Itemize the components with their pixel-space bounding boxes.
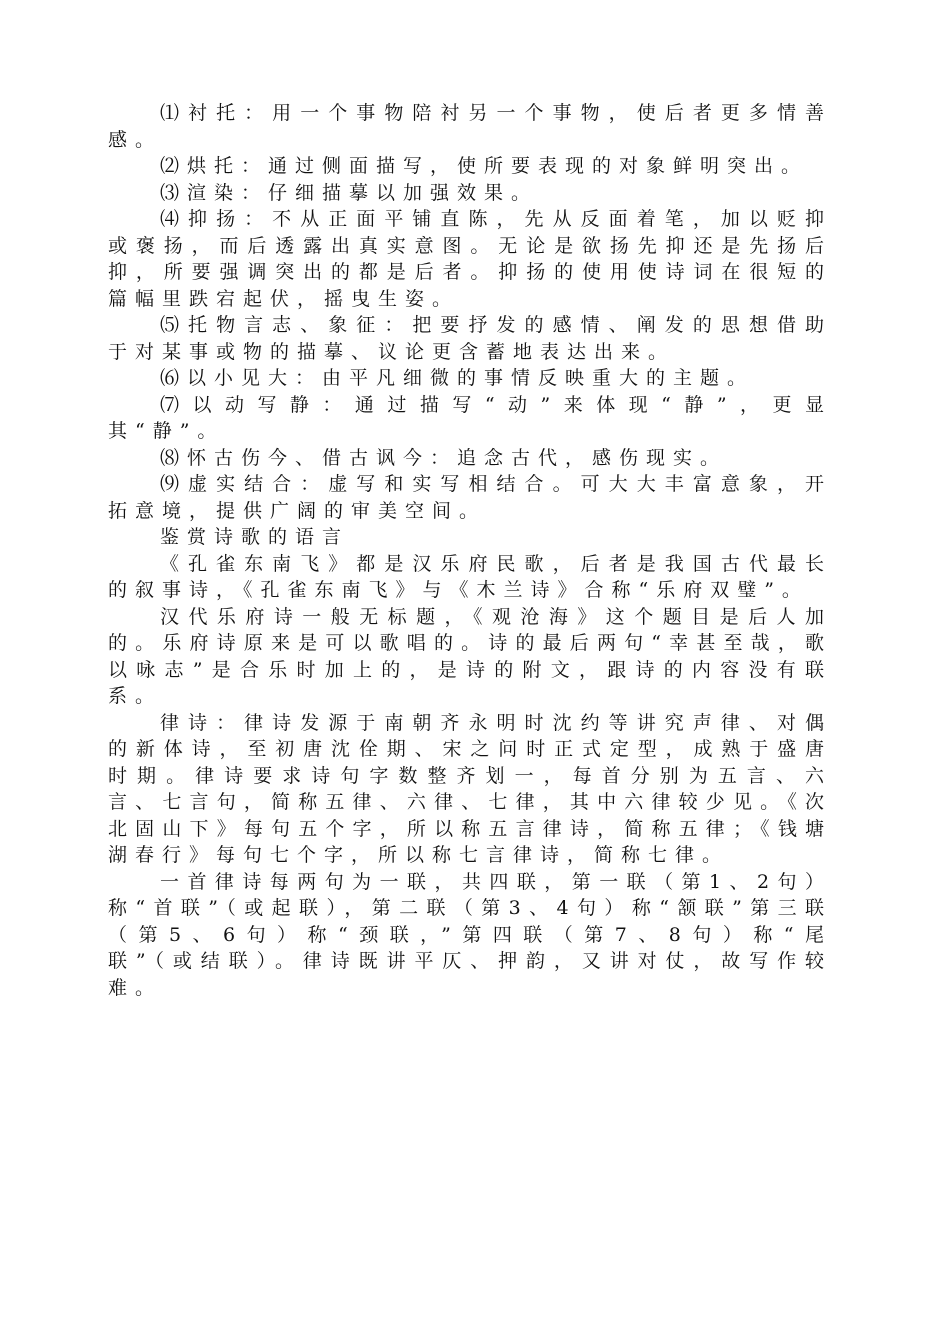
document-body [108, 100, 832, 1001]
technique-real-imaginary: ⑼虚实结合：虚写和实写相结合。可大大丰富意象，开拓意境，提供广阔的审美空间。 [108, 473, 832, 522]
technique-restraint-praise: ⑷抑扬：不从正面平铺直陈，先从反面着笔，加以贬抑或褒扬，而后透露出真实意图。无论是欲扬先抑还是先扬后抑，所要强调突出的都是后者。抑扬的使用使诗词在很短的篇幅里跌宕起伏，摇曳生姿。 [108, 208, 832, 310]
paragraph-regulated-verse: 律诗：律诗发源于南朝齐永明时沈约等讲究声律、对偶的新体诗，至初唐沈佺期、宋之问时正式定型，成熟于盛唐时期。律诗要求诗句字数整齐划一，每首分别为五言、六言、七言句，简称五律、六律、七律，其中六律较少见。《次北固山下》每句五个字，所以称五言律诗，简称五律；《钱塘湖春行》每句七个字，所以称七言律诗，简称七律。 [108, 711, 832, 866]
paragraph-couplets: 一首律诗每两句为一联，共四联，第一联（第1、2句）称“首联”（或起联），第二联（第3、4句）称“颔联”第三联（第5、6句）称“颈联，”第四联（第7、8句）称“尾联”（或结联）。律诗既讲平仄、押韵，又讲对仗，故写作较难。 [108, 870, 832, 999]
section-heading: 鉴赏诗歌的语言 [160, 526, 350, 548]
technique-symbolism: ⑸托物言志、象征：把要抒发的感情、阐发的思想借助于对某事或物的描摹、议论更含蓄地表达出来。 [108, 314, 832, 363]
paragraph-han-yuefu: 汉代乐府诗一般无标题，《观沧海》这个题目是后人加的。乐府诗原来是可以歌唱的。诗的最后两句“幸甚至哉，歌以咏志”是合乐时加上的，是诗的附文，跟诗的内容没有联系。 [108, 605, 832, 707]
technique-contrast: ⑴衬托：用一个事物陪衬另一个事物，使后者更多情善感。 [108, 102, 832, 151]
technique-motion-stillness: ⑺以动写静：通过描写“动”来体现“静”，更显其“静”。 [108, 393, 832, 442]
technique-past-present: ⑻怀古伤今、借古讽今：追念古代，感伤现实。 [160, 446, 728, 469]
technique-foil: ⑵烘托：通过侧面描写，使所要表现的对象鲜明突出。 [160, 155, 809, 177]
paragraph-yuefu-ballads: 《孔雀东南飞》都是汉乐府民歌，后者是我国古代最长的叙事诗，《孔雀东南飞》与《木兰诗》合称“乐府双璧”。 [108, 552, 832, 601]
technique-rendering: ⑶渲染：仔细描摹以加强效果。 [160, 181, 539, 204]
technique-small-to-large: ⑹以小见大：由平凡细微的事情反映重大的主题。 [160, 367, 755, 389]
